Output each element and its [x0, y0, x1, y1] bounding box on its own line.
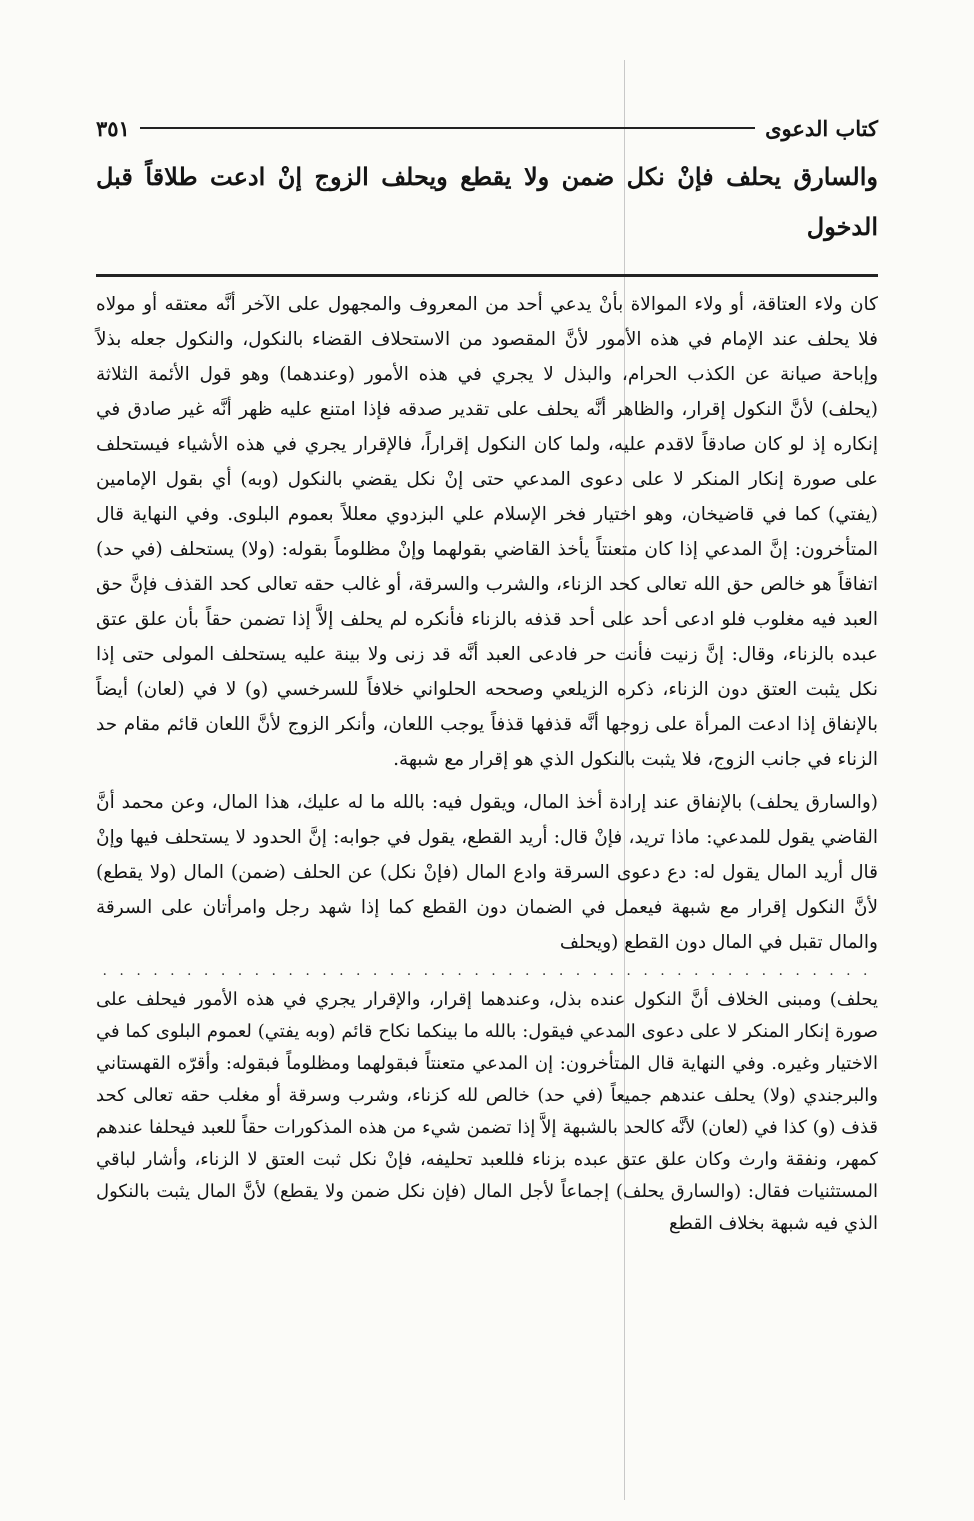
- commentary-paragraph-1: كان ولاء العتاقة، أو ولاء الموالاة بأنْ يدعي أحد من المعروف والمجهول على الآخر أنَّه معتقه أو مولاه فلا يحلف عند الإمام في هذه الأمور لأنَّ المقصود من الاستحلاف القضاء بالنكول، والنكول جعله بذلاً وإباحة صيانة عن الكذب الحرام، والبذل لا يجري في هذه الأمور (وعندهما) وهو قول الأئمة الثلاثة (يحلف) لأنَّ النكول إقرار، والظاهر أنَّه يحلف على تقدير صدقه فإذا امتنع عليه ظهر أنَّه غير صادق في إنكاره إذ لو كان صادقاً لاقدم عليه، ولما كان النكول إقراراً، فالإقرار يجري في هذه الأشياء فيستحلف على صورة إنكار المنكر لا على دعوى المدعي حتى إنْ نكل يقضي بالنكول (وبه) أي بقول الإمامين (يفتي) كما في قاضيخان، وهو اختيار فخر الإسلام علي البزدوي معللاً بعموم البلوى. وفي النهاية قال المتأخرون: إنَّ المدعي إذا كان متعنتاً يأخذ القاضي بقولهما وإنْ مظلوماً بقوله: (ولا) يستحلف (في حد) اتفاقاً هو خالص حق الله تعالى كحد الزناء، والشرب والسرقة، أو غالب حقه تعالى كحد القذف فإنَّ حق العبد فيه مغلوب فلو ادعى أحد على أحد قذفه بالزناء فأنكره لم يحلف إلاَّ إذا تضمن حقاً بأن علق عتق عبده بالزناء، وقال: إنَّ زنيت فأنت حر فادعى العبد أنَّه قد زنى ولا بينة عليه يستحلف المولى حتى إذا نكل يثبت العتق دون الزناء، ذكره الزيلعي وصححه الحلواني خلافاً للسرخسي (و) لا في (لعان) أيضاً بالإنفاق إذا ادعت المرأة على زوجها أنَّه قذفها قذفاً يوجب اللعان، وأنكر الزوج لأنَّ اللعان قائم مقام حد الزناء في جانب الزوج، فلا يثبت بالنكول الذي هو إقرار مع شبهة.: [96, 294, 879, 770]
- footnote-separator: . . . . . . . . . . . . . . . . . . . . . . . . . . . . . . . . . . . . . . . . . . . . . .: [102, 963, 872, 979]
- main-text: والسارق يحلف فإنْ نكل ضمن ولا يقطع ويحلف الزوج إنْ ادعت طلاقاً قبل الدخول: [96, 162, 878, 241]
- commentary: [96, 287, 878, 960]
- commentary-paragraph-2: (والسارق يحلف) بالإنفاق عند إرادة أخذ المال، ويقول فيه: بالله ما له عليك، هذا المال، وعن محمد أنَّ القاضي يقول للمدعي: ماذا تريد، فإنْ قال: أريد القطع، يقول في جوابه: إنَّ الحدود لا يستحلف فيها وإنْ قال أريد المال يقول له: دع دعوى السرقة وادع المال (فإنْ نكل) عن الحلف (ضمن) المال (ولا يقطع) لأنَّ النكول إقرار مع شبهة فيعمل في الضمان دون القطع كما إذا شهد رجل وامرأتان على السرقة والمال تقبل في المال دون القطع (ويحلف: [96, 792, 878, 953]
- main-separator: [96, 274, 878, 277]
- page-header: [96, 110, 878, 146]
- footnote: يحلف) ومبنى الخلاف أنَّ النكول عنده بذل، وعندهما إقرار، والإقرار يجري في هذه الأمور فيحلف على صورة إنكار المنكر لا على دعوى المدعي فيقول: بالله ما بينكما نكاح قائم (وبه يفتي) لعموم البلوى كما في الاختيار وغيره. وفي النهاية قال المتأخرون: إن المدعي متعنتاً فبقولهما ومظلوماً فبقوله: وأقرّه القهستاني والبرجندي (ولا) يحلف عندهم جميعاً (في حد) خالص لله كزناء، وشرب وسرقة أو مغلب حقه تعالى كحد قذف (و) كذا في (لعان) لأنَّه كالحد بالشبهة إلاَّ إذا تضمن شيء من هذه المذكورات حقاً للعبد فيحلفا عندهم كمهر، ونفقة وارث وكان علق عتق عبده بزناء فللعبد تحليفه، فإنْ نكل ثبت العتق لا الزناء، وأشار لباقي المستثنيات فقال: (والسارق يحلف) إجماعاً لأجل المال (فإن نكل ضمن ولا يقطع) لأنَّ المال يثبت بالنكول الذي فيه شبهة بخلاف القطع: [96, 989, 878, 1234]
- header-rule: [140, 127, 755, 129]
- chapter-title: كتاب الدعوى: [765, 115, 878, 141]
- book-page: [96, 110, 878, 1240]
- page-number: ٣٥١: [96, 115, 130, 141]
